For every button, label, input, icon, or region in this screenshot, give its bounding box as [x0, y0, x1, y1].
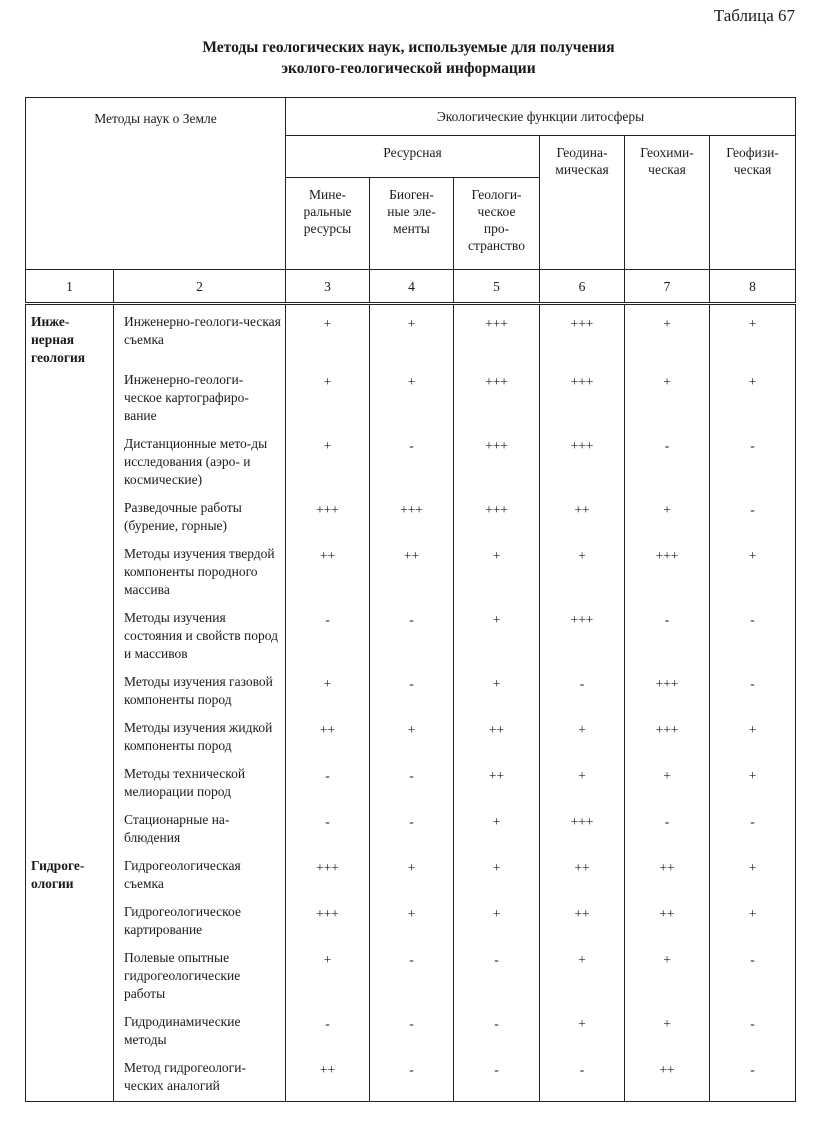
value-cell: +++ — [540, 309, 625, 367]
value-cell: + — [540, 715, 625, 761]
col-number: 1 — [26, 270, 114, 304]
value-cell: + — [286, 367, 370, 431]
table-row — [26, 669, 796, 715]
value-cell: - — [625, 431, 710, 495]
field-cell — [26, 1055, 114, 1102]
field-cell — [26, 807, 114, 853]
table-row — [26, 495, 796, 541]
value-cell: - — [454, 1009, 540, 1055]
field-cell — [26, 367, 114, 431]
value-cell: + — [710, 367, 796, 431]
field-cell — [26, 761, 114, 807]
value-cell: + — [710, 309, 796, 367]
value-cell: - — [286, 1009, 370, 1055]
value-cell: + — [286, 309, 370, 367]
value-cell: + — [540, 1009, 625, 1055]
table-title — [0, 37, 817, 79]
value-cell: - — [286, 605, 370, 669]
table-row — [26, 807, 796, 853]
method-cell: Гидрогеологическое картирование — [114, 899, 286, 945]
col-number: 7 — [625, 270, 710, 304]
table-row — [26, 309, 796, 367]
value-cell: + — [370, 309, 454, 367]
value-cell: ++ — [625, 1055, 710, 1102]
value-cell: +++ — [625, 669, 710, 715]
method-cell: Методы изучения жидкой компоненты пород — [114, 715, 286, 761]
value-cell: + — [454, 807, 540, 853]
value-cell: - — [370, 761, 454, 807]
value-cell: + — [370, 367, 454, 431]
header-geodynamic: Геодина-мическая — [540, 136, 625, 270]
value-cell: - — [370, 1009, 454, 1055]
value-cell: - — [710, 1055, 796, 1102]
field-cell: Инже-нерная геология — [26, 309, 114, 367]
table-row — [26, 1009, 796, 1055]
value-cell: - — [286, 761, 370, 807]
value-cell: ++ — [286, 715, 370, 761]
value-cell: ++ — [625, 899, 710, 945]
value-cell: - — [710, 605, 796, 669]
value-cell: +++ — [454, 309, 540, 367]
value-cell: + — [625, 945, 710, 1009]
header-geophysical: Геофизи-ческая — [710, 136, 796, 270]
value-cell: - — [454, 1055, 540, 1102]
method-cell: Методы изучения состояния и свойств пород и массивов — [114, 605, 286, 669]
header-resource: Ресурсная — [286, 136, 540, 178]
method-cell: Инженерно-геологи-ческое картографиро-вание — [114, 367, 286, 431]
title-line-2: эколого-геологической информации — [281, 60, 536, 77]
value-cell: - — [286, 807, 370, 853]
method-cell: Методы изучения газовой компоненты пород — [114, 669, 286, 715]
value-cell: - — [370, 1055, 454, 1102]
value-cell: ++ — [370, 541, 454, 605]
value-cell: - — [710, 431, 796, 495]
table-row — [26, 1055, 796, 1102]
field-cell — [26, 605, 114, 669]
value-cell: - — [540, 669, 625, 715]
value-cell: ++ — [540, 495, 625, 541]
table-row — [26, 945, 796, 1009]
value-cell: + — [710, 899, 796, 945]
value-cell: +++ — [540, 431, 625, 495]
value-cell: - — [370, 669, 454, 715]
value-cell: +++ — [454, 495, 540, 541]
value-cell: +++ — [540, 605, 625, 669]
value-cell: +++ — [286, 853, 370, 899]
field-cell — [26, 1009, 114, 1055]
value-cell: + — [540, 761, 625, 807]
col-number: 5 — [454, 270, 540, 304]
value-cell: - — [370, 807, 454, 853]
field-cell — [26, 669, 114, 715]
value-cell: ++ — [540, 899, 625, 945]
value-cell: +++ — [286, 495, 370, 541]
value-cell: + — [710, 761, 796, 807]
method-cell: Дистанционные мето-ды исследования (аэро- и космические) — [114, 431, 286, 495]
value-cell: - — [370, 605, 454, 669]
value-cell: - — [370, 945, 454, 1009]
title-line-1: Методы геологических наук, используемые для получения — [202, 39, 615, 56]
field-cell — [26, 495, 114, 541]
value-cell: + — [625, 367, 710, 431]
field-cell — [26, 945, 114, 1009]
value-cell: + — [540, 945, 625, 1009]
value-cell: + — [710, 853, 796, 899]
value-cell: +++ — [625, 541, 710, 605]
value-cell: + — [286, 945, 370, 1009]
value-cell: - — [625, 605, 710, 669]
value-cell: ++ — [540, 853, 625, 899]
methods-table — [25, 97, 796, 1102]
value-cell: + — [540, 541, 625, 605]
value-cell: + — [370, 899, 454, 945]
table-row — [26, 899, 796, 945]
field-cell: Гидроге-ологии — [26, 853, 114, 899]
method-cell: Метод гидрогеологи-ческих аналогий — [114, 1055, 286, 1102]
header-biogenic: Биоген-ные эле-менты — [370, 178, 454, 270]
method-cell: Инженерно-геологи-ческая съемка — [114, 309, 286, 367]
value-cell: +++ — [540, 807, 625, 853]
table-row — [26, 541, 796, 605]
method-cell: Стационарные на-блюдения — [114, 807, 286, 853]
value-cell: ++ — [286, 541, 370, 605]
col-number: 6 — [540, 270, 625, 304]
table-row — [26, 853, 796, 899]
value-cell: + — [370, 853, 454, 899]
value-cell: - — [710, 495, 796, 541]
col-number: 4 — [370, 270, 454, 304]
table-row — [26, 605, 796, 669]
field-cell — [26, 431, 114, 495]
value-cell: + — [454, 605, 540, 669]
method-cell: Методы технической мелиорации пород — [114, 761, 286, 807]
field-cell — [26, 899, 114, 945]
col-number: 3 — [286, 270, 370, 304]
method-cell: Полевые опытные гидрогеологические работы — [114, 945, 286, 1009]
value-cell: +++ — [454, 367, 540, 431]
table-row — [26, 715, 796, 761]
value-cell: + — [625, 761, 710, 807]
value-cell: ++ — [454, 715, 540, 761]
value-cell: - — [710, 1009, 796, 1055]
value-cell: - — [710, 945, 796, 1009]
table-row — [26, 431, 796, 495]
header-methods: Методы наук о Земле — [26, 98, 286, 270]
value-cell: + — [286, 669, 370, 715]
col-number: 8 — [710, 270, 796, 304]
method-cell: Разведочные работы (бурение, горные) — [114, 495, 286, 541]
value-cell: +++ — [286, 899, 370, 945]
method-cell: Гидрогеологическая съемка — [114, 853, 286, 899]
value-cell: + — [286, 431, 370, 495]
table-number: Таблица 67 — [713, 6, 795, 25]
header-mineral: Мине-ральные ресурсы — [286, 178, 370, 270]
field-cell — [26, 715, 114, 761]
header-space: Геологи-ческое про-странство — [454, 178, 540, 270]
value-cell: - — [540, 1055, 625, 1102]
method-cell: Методы изучения твердой компоненты породного массива — [114, 541, 286, 605]
value-cell: +++ — [625, 715, 710, 761]
method-cell: Гидродинамические методы — [114, 1009, 286, 1055]
value-cell: +++ — [370, 495, 454, 541]
value-cell: ++ — [286, 1055, 370, 1102]
value-cell: + — [625, 1009, 710, 1055]
table-body — [26, 304, 796, 1102]
table-row — [26, 761, 796, 807]
value-cell: + — [710, 541, 796, 605]
value-cell: + — [625, 309, 710, 367]
value-cell: + — [710, 715, 796, 761]
value-cell: - — [625, 807, 710, 853]
value-cell: +++ — [540, 367, 625, 431]
header-geochemical: Геохими-ческая — [625, 136, 710, 270]
value-cell: - — [370, 431, 454, 495]
value-cell: + — [454, 853, 540, 899]
col-number: 2 — [114, 270, 286, 304]
value-cell: - — [710, 807, 796, 853]
value-cell: + — [454, 899, 540, 945]
header-functions: Экологические функции литосферы — [286, 98, 796, 136]
field-cell — [26, 541, 114, 605]
value-cell: ++ — [454, 761, 540, 807]
value-cell: ++ — [625, 853, 710, 899]
value-cell: + — [625, 495, 710, 541]
value-cell: + — [370, 715, 454, 761]
value-cell: + — [454, 541, 540, 605]
table-row — [26, 367, 796, 431]
value-cell: - — [454, 945, 540, 1009]
value-cell: +++ — [454, 431, 540, 495]
value-cell: - — [710, 669, 796, 715]
value-cell: + — [454, 669, 540, 715]
